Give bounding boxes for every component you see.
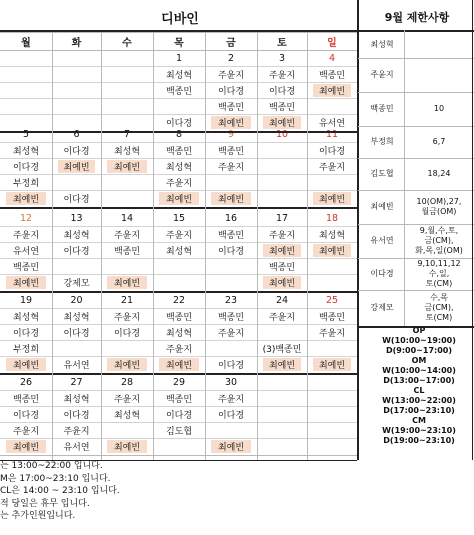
schedule-cell: 백종민 (12, 395, 40, 405)
day-header: 화 (71, 37, 82, 49)
schedule-cell: 유서연 (63, 443, 90, 453)
day-header: 수 (122, 37, 132, 49)
schedule-cell: 최성혁 (12, 313, 40, 323)
schedule-cell: 주윤지 (12, 427, 40, 437)
grid-line (0, 373, 357, 375)
schedule-cell: 최예빈 (263, 116, 301, 129)
restriction-value: 18,24 (427, 169, 451, 178)
schedule-cell (58, 176, 95, 189)
schedule-cell: 이다경 (268, 87, 296, 97)
grid-line (0, 291, 357, 293)
schedule-cell: 최예빈 (6, 276, 46, 289)
grid-line (0, 438, 357, 439)
schedule-cell: 최성혁 (63, 395, 90, 405)
shift-legend-line: W(10:00~14:00) (382, 366, 456, 375)
shift-legend-line: OM (411, 356, 427, 365)
schedule-cell (6, 84, 46, 97)
restriction-value: 9,10,11,12 수,일, 토(CM) (417, 259, 461, 288)
schedule-cell: 최성혁 (113, 411, 141, 421)
date-label: 8 (175, 128, 183, 140)
grid-line (404, 30, 405, 326)
schedule-cell: 백종민 (165, 87, 193, 97)
schedule-cell: 주윤지 (268, 313, 296, 323)
schedule-cell: 이다경 (63, 147, 90, 157)
schedule-cell: 김도협 (165, 427, 193, 437)
schedule-cell (107, 342, 147, 355)
date-label: 29 (172, 376, 186, 388)
schedule-cell (58, 260, 95, 273)
schedule-cell (211, 424, 251, 437)
grid-line (0, 274, 357, 275)
date-label: 15 (172, 212, 186, 224)
restriction-value: 6,7 (432, 137, 446, 146)
schedule-cell (263, 144, 301, 157)
note-line: 는 13:00~22:00 입니다. (0, 461, 103, 471)
date-label (257, 374, 307, 390)
grid-line (0, 98, 357, 99)
grid-line (153, 32, 154, 460)
schedule-cell: 백종민 (217, 147, 245, 157)
schedule-cell: 이다경 (63, 411, 90, 421)
schedule-cell: 이다경 (12, 411, 40, 421)
grid-line (0, 308, 357, 309)
grid-line (0, 82, 357, 83)
schedule-cell: 백종민 (318, 313, 346, 323)
schedule-cell: 강제모 (63, 279, 90, 289)
schedule-cell: 백종민 (165, 395, 193, 405)
schedule-cell: 주윤지 (165, 179, 193, 189)
schedule-cell: 백종민 (217, 313, 245, 323)
restriction-value: 9,월,수,토, 금(CM), 화,목,일(OM) (415, 226, 463, 255)
schedule-cell: 최성혁 (165, 71, 193, 81)
date-label (52, 50, 101, 66)
schedule-cell: 부정희 (12, 345, 40, 355)
shift-legend-line: OP (412, 326, 426, 335)
grid-line (0, 50, 357, 51)
schedule-cell (159, 440, 199, 453)
day-header: 월 (21, 37, 31, 49)
schedule-cell: 이다경 (165, 119, 193, 129)
schedule-cell: 주윤지 (12, 231, 40, 241)
restriction-value (404, 58, 474, 92)
schedule-cell (211, 342, 251, 355)
note-line: 적 당일은 휴무 입니다. (0, 498, 90, 509)
date-label: 1 (175, 52, 183, 64)
date-label: 22 (172, 294, 186, 306)
grid-line (0, 226, 357, 227)
date-label: 19 (19, 294, 33, 306)
note-line: 는 추가인원입니다. (0, 511, 76, 521)
grid-line (52, 32, 53, 460)
grid-line (101, 32, 102, 460)
schedule-cell: 백종민 (113, 247, 141, 257)
schedule-cell: 주윤지 (113, 231, 141, 241)
schedule-cell: 최예빈 (6, 192, 46, 205)
schedule-cell (159, 100, 199, 113)
schedule-cell: 유서연 (318, 119, 346, 129)
schedule-cell: 이다경 (12, 329, 40, 339)
note-line: CL은 14:00 ~ 23:10 입니다. (0, 486, 120, 496)
shift-legend-line: W(10:00~19:00) (382, 336, 456, 345)
schedule-cell (263, 176, 301, 189)
schedule-cell: 최예빈 (313, 84, 351, 97)
date-label: 24 (275, 294, 289, 306)
restriction-value: 10 (433, 104, 445, 113)
grid-line (0, 406, 357, 407)
schedule-cell: 최성혁 (113, 147, 141, 157)
schedule-cell: 주윤지 (217, 395, 245, 405)
schedule-cell (58, 84, 95, 97)
schedule-cell: 이다경 (318, 147, 346, 157)
grid-line (0, 340, 357, 341)
shift-legend-line: CL (413, 386, 425, 395)
schedule-cell: 주윤지 (217, 329, 245, 339)
grid-line (0, 390, 357, 391)
schedule-cell: 최예빈 (107, 160, 147, 173)
grid-line (0, 174, 357, 175)
schedule-cell: 백종민 (217, 231, 245, 241)
restriction-name: 부정희 (370, 137, 394, 146)
schedule-cell (263, 326, 301, 339)
schedule-cell: 백종민 (12, 263, 40, 273)
date-label (0, 50, 52, 66)
date-label: 26 (19, 376, 33, 388)
grid-line (205, 32, 206, 460)
schedule-cell: 최예빈 (6, 440, 46, 453)
day-header: 토 (277, 37, 287, 49)
schedule-cell (6, 68, 46, 81)
schedule-cell: 백종민 (165, 313, 193, 323)
schedule-cell (263, 392, 301, 405)
schedule-cell: 주윤지 (165, 345, 193, 355)
schedule-cell: 최성혁 (63, 313, 90, 323)
grid-line (0, 190, 357, 191)
day-header: 일 (327, 37, 337, 49)
schedule-cell: 최예빈 (263, 276, 301, 289)
restriction-name: 최성혁 (370, 40, 394, 49)
schedule-cell: 이다경 (63, 329, 90, 339)
schedule-cell (159, 260, 199, 273)
schedule-cell: 최예빈 (313, 244, 351, 257)
day-header: 목 (174, 37, 184, 49)
schedule-cell: 이다경 (217, 87, 245, 97)
schedule-cell: 주윤지 (63, 427, 90, 437)
shift-legend-line: W(13:00~22:00) (382, 396, 456, 405)
schedule-cell (107, 424, 147, 437)
schedule-cell (107, 192, 147, 205)
schedule-cell (263, 408, 301, 421)
grid-line (0, 158, 357, 159)
date-label: 16 (224, 212, 238, 224)
grid-line (257, 32, 258, 460)
schedule-cell: 최예빈 (107, 358, 147, 371)
schedule-cell (58, 342, 95, 355)
date-label: 4 (328, 52, 336, 64)
schedule-cell (263, 160, 301, 173)
date-label: 12 (19, 212, 33, 224)
schedule-cell: 백종민 (268, 263, 296, 273)
restrictions-title: 9월 제한사항 (384, 11, 450, 24)
grid-line (0, 207, 357, 209)
schedule-cell: 최성혁 (63, 231, 90, 241)
page-title: 디바인 (161, 12, 199, 27)
date-label: 20 (70, 294, 83, 306)
shift-legend-line: CM (412, 416, 426, 425)
schedule-cell: 주윤지 (268, 231, 296, 241)
schedule-cell: 유서연 (12, 247, 40, 257)
grid-line (357, 0, 359, 460)
schedule-cell: 유서연 (63, 361, 90, 371)
restriction-name: 주윤지 (370, 70, 394, 79)
schedule-cell (313, 392, 351, 405)
schedule-cell (107, 176, 147, 189)
shift-legend-line: W(19:00~23:10) (382, 426, 456, 435)
schedule-cell: 주윤지 (113, 395, 141, 405)
date-label: 11 (325, 128, 339, 140)
schedule-cell (211, 260, 251, 273)
schedule-cell: 백종민 (318, 71, 346, 81)
schedule-cell: 주윤지 (165, 231, 193, 241)
schedule-cell: 주윤지 (318, 163, 346, 173)
restriction-value: 10(OM),27, 월금(OM) (416, 197, 462, 216)
grid-line (307, 32, 308, 460)
grid-line (0, 131, 357, 133)
schedule-cell (313, 260, 351, 273)
schedule-cell: 최예빈 (211, 440, 251, 453)
grid-line (0, 356, 357, 357)
grid-line (0, 324, 357, 325)
grid-line (0, 242, 357, 243)
schedule-cell: 이다경 (113, 329, 141, 339)
schedule-cell: 주윤지 (268, 71, 296, 81)
shift-legend-line: D(17:00~23:10) (383, 406, 455, 415)
schedule-cell: 최예빈 (313, 192, 351, 205)
schedule-cell: 주윤지 (217, 71, 245, 81)
date-label: 27 (70, 376, 83, 388)
schedule-cell (211, 176, 251, 189)
schedule-cell (107, 100, 147, 113)
schedule-cell (263, 440, 301, 453)
date-label: 25 (325, 294, 339, 306)
schedule-cell: 최예빈 (211, 116, 251, 129)
schedule-cell: (3)백종민 (263, 345, 301, 355)
date-label: 30 (224, 376, 238, 388)
schedule-cell: 최예빈 (263, 244, 301, 257)
schedule-cell: 최예빈 (107, 276, 147, 289)
schedule-cell: 이다경 (217, 411, 245, 421)
schedule-cell (313, 342, 351, 355)
schedule-cell: 주윤지 (113, 313, 141, 323)
schedule-cell (313, 440, 351, 453)
schedule-cell: 최성혁 (12, 147, 40, 157)
schedule-cell: 주윤지 (217, 163, 245, 173)
date-label: 3 (278, 52, 286, 64)
grid-line (0, 114, 357, 115)
schedule-cell: 부정희 (12, 179, 40, 189)
schedule-cell: 백종민 (165, 147, 193, 157)
schedule-cell: 최성혁 (165, 247, 193, 257)
grid-line (0, 66, 357, 67)
schedule-cell: 최예빈 (159, 192, 199, 205)
date-label: 6 (73, 128, 80, 140)
date-label: 17 (275, 212, 289, 224)
schedule-cell: 최성혁 (165, 163, 193, 173)
schedule-cell (107, 68, 147, 81)
schedule-cell: 이다경 (12, 163, 40, 173)
day-header: 금 (226, 37, 236, 49)
restriction-value (404, 32, 474, 58)
grid-line (0, 258, 357, 259)
restriction-name: 백종민 (370, 104, 394, 113)
date-label: 21 (120, 294, 134, 306)
date-label: 28 (120, 376, 134, 388)
restriction-name: 이다경 (370, 269, 394, 278)
schedule-cell: 백종민 (217, 103, 245, 113)
schedule-cell: 최성혁 (318, 231, 346, 241)
restriction-name: 강제모 (370, 303, 394, 312)
grid-line (0, 142, 357, 143)
schedule-cell: 최예빈 (263, 358, 301, 371)
schedule-cell: 최예빈 (6, 358, 46, 371)
date-label: 13 (70, 212, 83, 224)
schedule-cell (313, 276, 351, 289)
date-label: 14 (120, 212, 134, 224)
schedule-cell: 최성혁 (165, 329, 193, 339)
schedule-cell: 최예빈 (211, 192, 251, 205)
schedule-cell (58, 68, 95, 81)
schedule-cell (313, 176, 351, 189)
date-label: 5 (22, 128, 30, 140)
restriction-name: 김도협 (370, 169, 394, 178)
schedule-cell (107, 260, 147, 273)
date-label (101, 50, 153, 66)
schedule-cell (313, 424, 351, 437)
shift-legend-line: D(9:00~17:00) (385, 346, 453, 355)
grid-line (0, 422, 357, 423)
grid-line (0, 32, 357, 33)
grid-line (0, 455, 357, 456)
date-label: 9 (227, 128, 235, 140)
schedule-cell: 백종민 (268, 103, 296, 113)
restriction-value: 수,목 금(CM), 토(CM) (424, 293, 454, 322)
schedule-cell (263, 424, 301, 437)
schedule-cell: 최예빈 (159, 358, 199, 371)
date-label: 10 (275, 128, 289, 140)
shift-legend-line: D(19:00~23:10) (383, 436, 455, 445)
shift-legend (364, 326, 474, 446)
restriction-name: 유서연 (370, 236, 394, 245)
schedule-cell (58, 100, 95, 113)
schedule-cell: 이다경 (63, 247, 90, 257)
date-label: 2 (227, 52, 235, 64)
schedule-cell (107, 84, 147, 97)
note-line: M은 17:00~23:10 입니다. (0, 473, 111, 484)
schedule-cell (313, 408, 351, 421)
date-label: 7 (123, 128, 131, 140)
schedule-cell (263, 192, 301, 205)
schedule-cell (159, 276, 199, 289)
schedule-cell: 최예빈 (313, 358, 351, 371)
schedule-cell (6, 100, 46, 113)
schedule-cell (313, 100, 351, 113)
date-label: 18 (325, 212, 339, 224)
notes (0, 460, 360, 523)
schedule-cell: 이다경 (217, 247, 245, 257)
schedule-cell: 주윤지 (318, 329, 346, 339)
shift-legend-line: D(13:00~17:00) (383, 376, 455, 385)
date-label (307, 374, 357, 390)
schedule-cell: 이다경 (165, 411, 193, 421)
restriction-name: 최예빈 (370, 202, 394, 211)
schedule-cell: 최예빈 (58, 160, 95, 173)
date-label: 23 (224, 294, 238, 306)
schedule-cell: 이다경 (217, 361, 245, 371)
schedule-cell: 이다경 (63, 195, 90, 205)
schedule-cell (211, 276, 251, 289)
schedule-cell: 최예빈 (107, 440, 147, 453)
